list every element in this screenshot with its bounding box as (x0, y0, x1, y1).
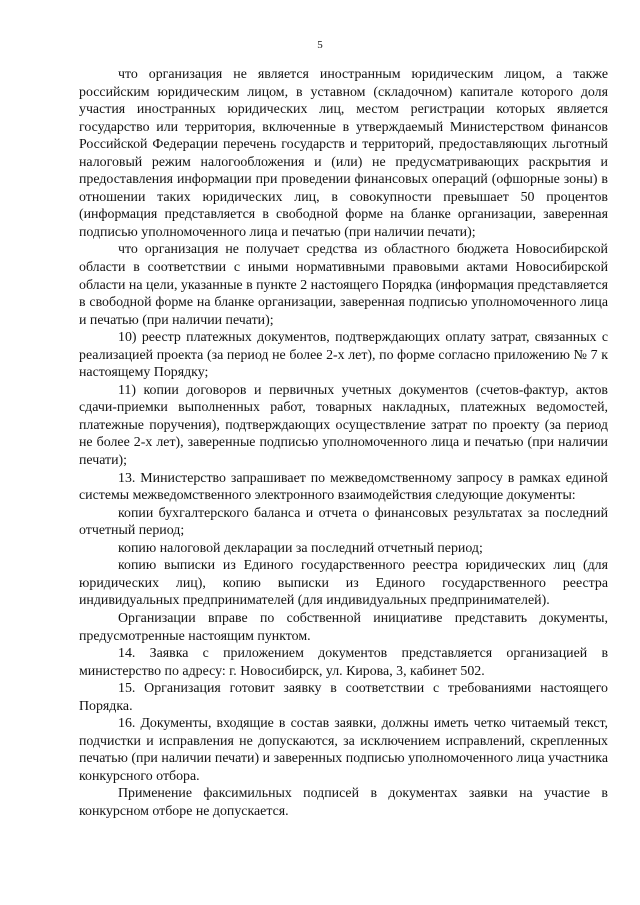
document-body (79, 66, 608, 821)
paragraph-section-14: 14. Заявка с приложением документов представляется организацией в министерство по адресу: г. Новосибирск, ул. Кирова, 3, кабинет 502. (79, 646, 608, 679)
paragraph-item-11: 11) копии договоров и первичных учетных документов (счетов-фактур, актов сдачи-приемки выполненных работ, товарных накладных, платежных ведомостей, платежные поручения), подтверждающих осуществление затрат по проекту (за период не более 2-х лет), заверенные подписью уполномоченного лица и печатью (при наличии печати); (79, 382, 608, 469)
paragraph-section-16: 16. Документы, входящие в состав заявки, должны иметь четко читаемый текст, подчистки и исправления не допускаются, за исключением исправлений, скрепленных печатью (при наличии печати) и заверенных подписью уполномоченного лица участника конкурсного отбора. (79, 716, 608, 784)
paragraph-own-initiative: Организации вправе по собственной инициативе представить документы, предусмотренные настоящим пунктом. (79, 610, 608, 644)
paragraph-facsimile: Применение факсимильных подписей в документах заявки на участие в конкурсном отборе не допускается. (79, 786, 608, 819)
paragraph-section-13: 13. Министерство запрашивает по межведомственному запросу в рамках единой системы межведомственного электронного взаимодействия следующие документы: (79, 470, 608, 504)
paragraph-balance-copies: копии бухгалтерского баланса и отчета о финансовых результатах за последний отчетный период; (79, 505, 608, 539)
paragraph-offshore-statement: что организация не является иностранным юридическим лицом, а также российским юридическим лицом, в уставном (складочном) капитале которого доля участия иностранных юридических лиц, местом регистрации которых является государство или территория, включенные в утверждаемый Министерством финансов Российской Федерации перечень государств и территорий, предоставляющих льготный налоговый режим налогообложения и (или) не предусматривающих раскрытия и предоставления информации при проведении финансовых операций (офшорные зоны) в отношении таких юридических лиц, в совокупности превышает 50 процентов (информация представляется в свободной форме на бланке организации, заверенная подписью уполномоченного лица и печатью (при наличии печати); (79, 67, 608, 240)
page-number: 5 (317, 39, 323, 51)
paragraph-section-15: 15. Организация готовит заявку в соответствии с требованиями настоящего Порядка. (79, 681, 608, 714)
paragraph-registry-extracts: копию выписки из Единого государственного реестра юридических лиц (для юридических лиц), копию выписки из Единого государственного реестра индивидуальных предпринимателей (для индивидуальных предпринимателей). (79, 558, 608, 609)
paragraph-budget-statement: что организация не получает средства из областного бюджета Новосибирской области в соответствии с иными нормативными правовыми актами Новосибирской области на цели, указанные в пункте 2 настоящего Порядка (информация представляется в свободной форме на бланке организации, заверенная подписью уполномоченного лица и печатью (при наличии печати); (79, 242, 608, 328)
paragraph-tax-declaration: копию налоговой декларации за последний отчетный период; (118, 540, 483, 556)
paragraph-item-10: 10) реестр платежных документов, подтверждающих оплату затрат, связанных с реализацией проекта (за период не более 2-х лет), по форме согласно приложению № 7 к настоящему Порядку; (79, 330, 608, 381)
